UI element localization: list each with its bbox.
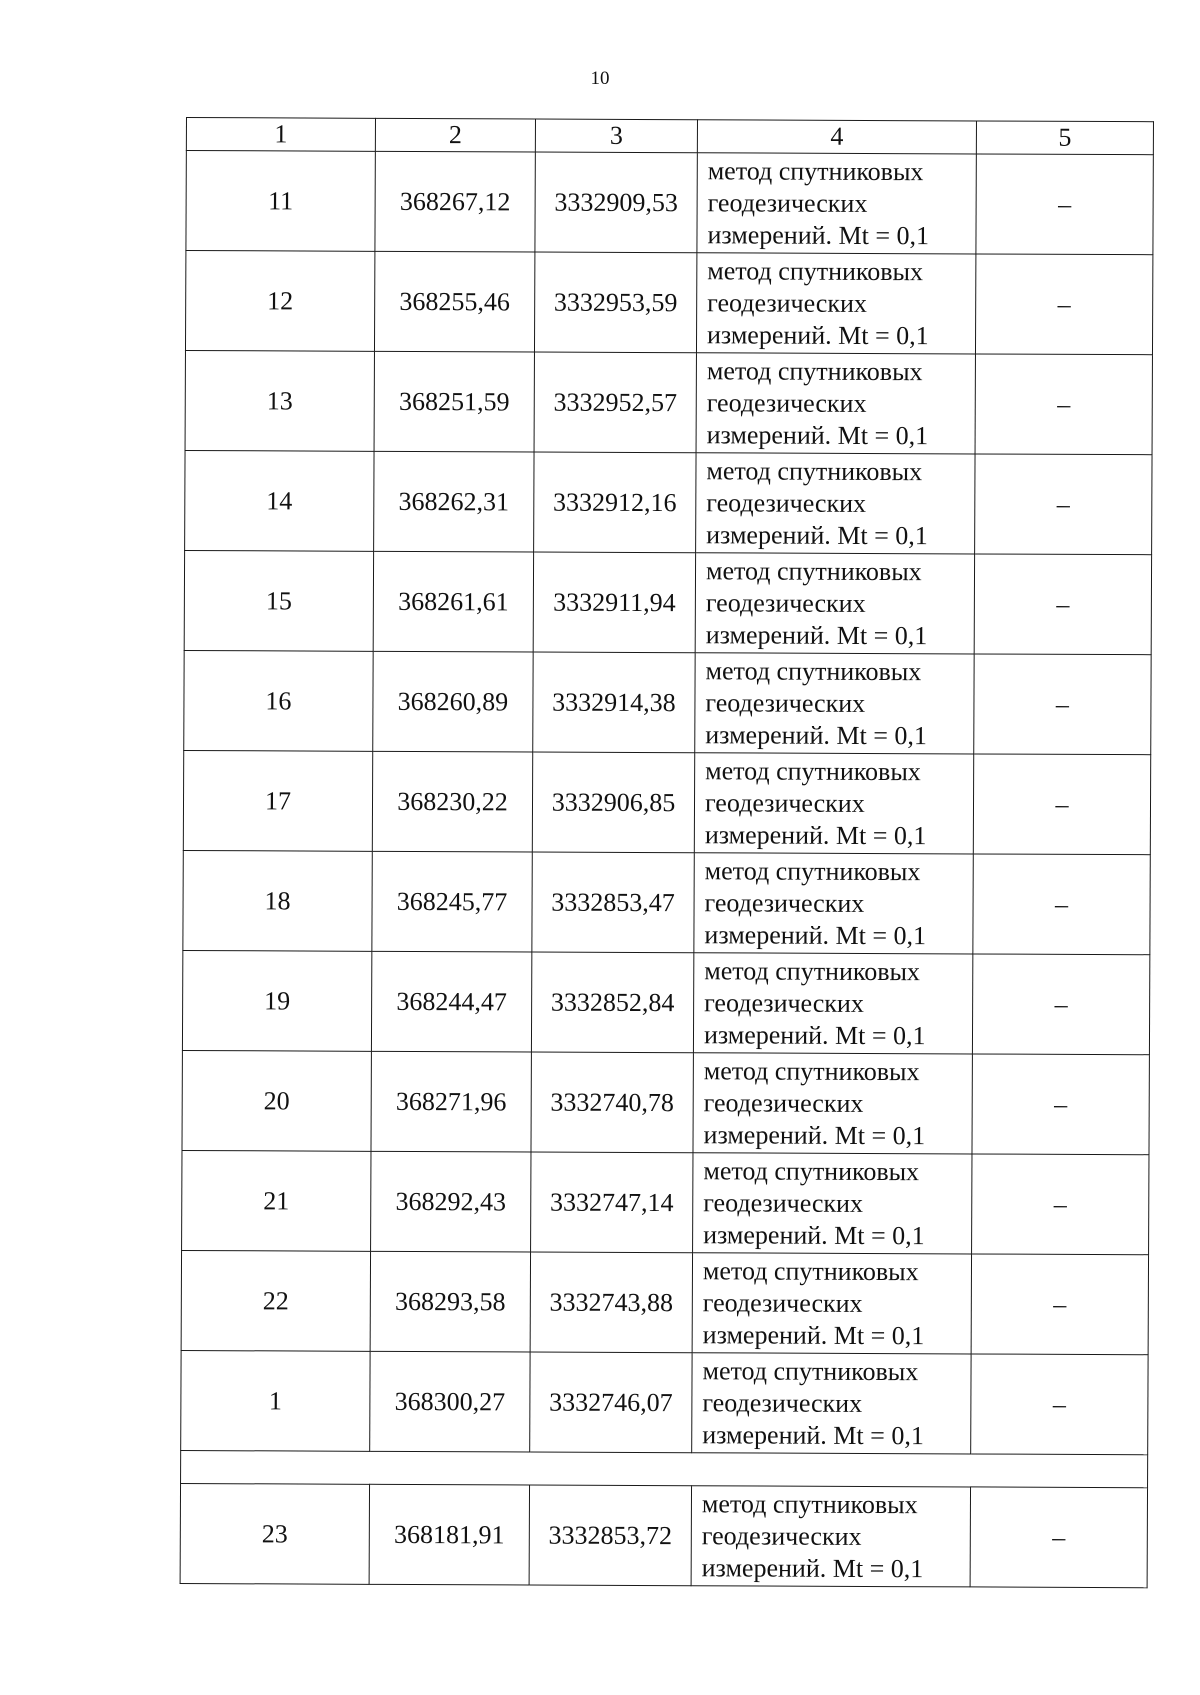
- y-coordinate-cell: 3332740,78: [531, 1052, 693, 1153]
- y-coordinate-cell: 3332952,57: [534, 352, 696, 453]
- y-coordinate-cell: 3332906,85: [532, 752, 694, 853]
- note-cell: –: [974, 554, 1151, 655]
- x-coordinate-cell: 368262,31: [374, 451, 534, 552]
- x-coordinate-cell: 368267,12: [375, 151, 535, 252]
- note-cell: –: [976, 154, 1153, 255]
- header-col-4: 4: [697, 120, 976, 154]
- y-coordinate-cell: 3332909,53: [535, 152, 697, 253]
- y-coordinate-cell: 3332914,38: [533, 652, 695, 753]
- x-coordinate-cell: 368244,47: [371, 951, 531, 1052]
- table-row: [184, 550, 1151, 654]
- method-cell: метод спутниковых геодезических измерений. Mt = 0,1: [693, 953, 972, 1054]
- point-number-cell: 21: [182, 1150, 371, 1251]
- x-coordinate-cell: 368230,22: [372, 751, 532, 852]
- method-cell: метод спутниковых геодезических измерений. Mt = 0,1: [696, 453, 975, 554]
- point-number-cell: 1: [181, 1350, 370, 1451]
- point-number-cell: 15: [184, 550, 373, 651]
- table-row: [181, 1250, 1148, 1354]
- method-cell: метод спутниковых геодезических измерений. Mt = 0,1: [693, 1053, 972, 1154]
- method-cell: метод спутниковых геодезических измерений. Mt = 0,1: [694, 753, 973, 854]
- note-cell: –: [975, 354, 1152, 455]
- note-cell: –: [971, 1354, 1148, 1455]
- method-cell: метод спутниковых геодезических измерений. Mt = 0,1: [697, 153, 976, 254]
- method-cell: метод спутниковых геодезических измерений. Mt = 0,1: [695, 553, 974, 654]
- note-cell: –: [972, 1054, 1149, 1155]
- note-cell: –: [975, 254, 1152, 355]
- point-number-cell: 14: [185, 450, 374, 551]
- method-cell: метод спутниковых геодезических измерений. Mt = 0,1: [693, 1153, 972, 1254]
- x-coordinate-cell: 368293,58: [370, 1251, 530, 1352]
- y-coordinate-cell: 3332747,14: [531, 1152, 693, 1253]
- table-row: [180, 1483, 1147, 1587]
- note-cell: –: [973, 754, 1150, 855]
- point-number-cell: 13: [185, 350, 374, 451]
- x-coordinate-cell: 368292,43: [371, 1151, 531, 1252]
- note-cell: –: [974, 654, 1151, 755]
- spacer-cell: [181, 1450, 1148, 1487]
- point-number-cell: 11: [186, 151, 375, 252]
- method-cell: метод спутниковых геодезических измерений. Mt = 0,1: [691, 1486, 970, 1587]
- y-coordinate-cell: 3332911,94: [533, 552, 695, 653]
- note-cell: –: [972, 1154, 1149, 1255]
- x-coordinate-cell: 368251,59: [374, 351, 534, 452]
- method-cell: метод спутниковых геодезических измерений. Mt = 0,1: [695, 653, 974, 754]
- table-row: [181, 1350, 1148, 1454]
- table-row: [182, 1050, 1149, 1154]
- x-coordinate-cell: 368261,61: [373, 551, 533, 652]
- point-number-cell: 23: [180, 1483, 369, 1584]
- note-cell: –: [973, 854, 1150, 955]
- point-number-cell: 19: [182, 950, 371, 1051]
- x-coordinate-cell: 368271,96: [371, 1051, 531, 1152]
- x-coordinate-cell: 368300,27: [370, 1351, 530, 1452]
- y-coordinate-cell: 3332912,16: [534, 452, 696, 553]
- point-number-cell: 22: [181, 1250, 370, 1351]
- method-cell: метод спутниковых геодезических измерений. Mt = 0,1: [696, 253, 975, 354]
- table-row: [182, 1150, 1149, 1254]
- point-number-cell: 12: [185, 251, 374, 352]
- header-row: [186, 118, 1153, 155]
- table-row: [185, 350, 1152, 454]
- method-cell: метод спутниковых геодезических измерений. Mt = 0,1: [696, 353, 975, 454]
- x-coordinate-cell: 368260,89: [373, 651, 533, 752]
- table-header: [186, 118, 1153, 155]
- note-cell: –: [975, 454, 1152, 555]
- y-coordinate-cell: 3332853,72: [529, 1485, 691, 1586]
- y-coordinate-cell: 3332746,07: [530, 1352, 692, 1453]
- x-coordinate-cell: 368255,46: [374, 251, 534, 352]
- page-number: 10: [590, 68, 610, 89]
- header-col-5: 5: [976, 121, 1153, 155]
- header-col-2: 2: [375, 118, 535, 152]
- y-coordinate-cell: 3332743,88: [530, 1252, 692, 1353]
- method-cell: метод спутниковых геодезических измерений. Mt = 0,1: [692, 1353, 971, 1454]
- table-spacer-row: [181, 1450, 1148, 1487]
- note-cell: –: [972, 954, 1149, 1055]
- table-row: [185, 450, 1152, 554]
- point-number-cell: 17: [183, 750, 372, 851]
- table-row: [185, 251, 1152, 355]
- table-row: [186, 151, 1153, 255]
- note-cell: –: [970, 1487, 1147, 1588]
- point-number-cell: 16: [184, 650, 373, 751]
- method-cell: метод спутниковых геодезических измерений. Mt = 0,1: [692, 1253, 971, 1354]
- table-row: [183, 750, 1150, 854]
- table-row: [182, 950, 1149, 1054]
- header-col-1: 1: [186, 118, 375, 152]
- table-row: [184, 650, 1151, 754]
- x-coordinate-cell: 368245,77: [372, 851, 532, 952]
- table-row: [183, 850, 1150, 954]
- y-coordinate-cell: 3332852,84: [531, 952, 693, 1053]
- point-number-cell: 18: [183, 850, 372, 951]
- x-coordinate-cell: 368181,91: [369, 1484, 529, 1585]
- point-number-cell: 20: [182, 1050, 371, 1151]
- note-cell: –: [971, 1254, 1148, 1355]
- y-coordinate-cell: 3332853,47: [532, 852, 694, 953]
- header-col-3: 3: [535, 119, 697, 153]
- coordinates-table: [180, 117, 1154, 1588]
- y-coordinate-cell: 3332953,59: [534, 252, 696, 353]
- table-body: [180, 151, 1153, 1588]
- method-cell: метод спутниковых геодезических измерений. Mt = 0,1: [694, 853, 973, 954]
